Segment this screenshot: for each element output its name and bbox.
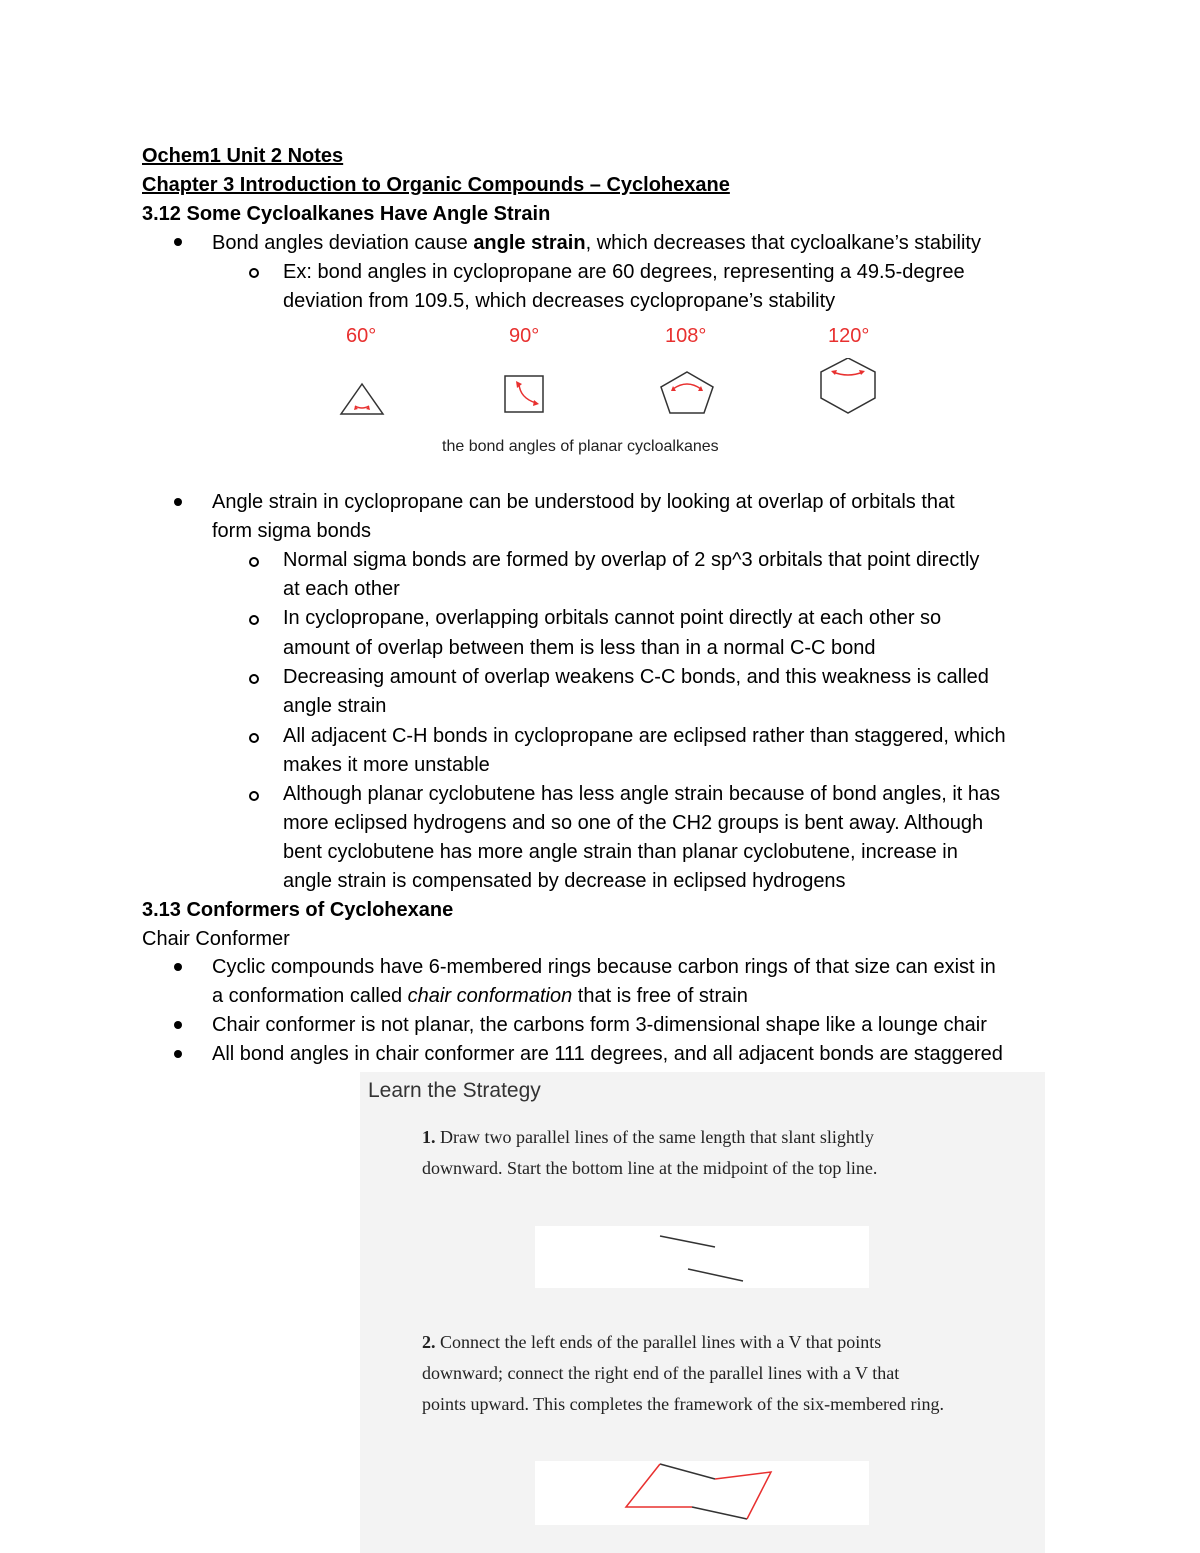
right-v-line (715, 1472, 771, 1519)
strategy-title: Learn the Strategy (368, 1079, 541, 1102)
sub-bullet-icon (249, 557, 259, 567)
angle-label-90: 90° (509, 325, 540, 347)
sub-bullet-line: more eclipsed hydrogens and so one of the CH2 groups is bent away. Although (283, 812, 984, 834)
bullet-icon (174, 963, 182, 971)
step-2-text-cont: downward; connect the right end of the parallel lines with a V that (422, 1363, 900, 1383)
bullet-angle-strain: Bond angles deviation cause angle strain, which decreases that cycloalkane’s stability (212, 232, 981, 254)
chapter-title: Chapter 3 Introduction to Organic Compounds – Cyclohexane (142, 174, 730, 196)
bullet-111-degrees: All bond angles in chair conformer are 111 degrees, and all adjacent bonds are staggered (212, 1043, 1003, 1065)
chair-framework-figure (535, 1461, 869, 1525)
step-1-text: 1. Draw two parallel lines of the same length that slant slightly (422, 1127, 874, 1147)
triangle-shape (341, 384, 383, 414)
sub-bullet-line: angle strain (283, 695, 387, 717)
sub-bullet-icon (249, 791, 259, 801)
sub-bullet-icon (249, 615, 259, 625)
bullet-icon (174, 498, 182, 506)
bullet-not-planar: Chair conformer is not planar, the carbons form 3-dimensional shape like a lounge chair (212, 1014, 987, 1036)
sub-bullet-icon (249, 733, 259, 743)
sub-bullet-line: Ex: bond angles in cyclopropane are 60 degrees, representing a 49.5-degree (283, 261, 965, 283)
bottom-parallel-line (688, 1269, 743, 1281)
parallel-lines-figure (535, 1226, 869, 1288)
bullet-orbital-overlap: Angle strain in cyclopropane can be understood by looking at overlap of orbitals that (212, 491, 955, 513)
sub-bullet-line: In cyclopropane, overlapping orbitals cannot point directly at each other so (283, 607, 942, 629)
bullet-six-membered: Cyclic compounds have 6-membered rings because carbon rings of that size can exist in (212, 956, 996, 978)
bullet-icon (174, 238, 182, 246)
page-title: Ochem1 Unit 2 Notes (142, 145, 344, 167)
bullet-icon (174, 1050, 182, 1058)
sub-bullet-line: Normal sigma bonds are formed by overlap of 2 sp^3 orbitals that point directly (283, 549, 980, 571)
step-2-text: 2. Connect the left ends of the parallel lines with a V that points (422, 1332, 882, 1352)
subheading-chair-conformer: Chair Conformer (142, 928, 290, 950)
bullet-six-membered-cont: a conformation called chair conformation that is free of strain (212, 985, 748, 1007)
sub-bullet-line: Although planar cyclobutene has less angle strain because of bond angles, it has (283, 783, 1001, 805)
sub-bullet-line: makes it more unstable (283, 754, 490, 776)
hexagon-shape (821, 358, 875, 413)
angle-label-108: 108° (665, 325, 707, 347)
sub-bullet-line: at each other (283, 578, 400, 600)
sub-bullet-icon (249, 674, 259, 684)
sub-bullet-icon (249, 268, 259, 278)
step-1-text-cont: downward. Start the bottom line at the midpoint of the top line. (422, 1158, 878, 1178)
step-2-text-cont: points upward. This completes the framework of the six-membered ring. (422, 1394, 945, 1414)
sub-bullet-line: deviation from 109.5, which decreases cyclopropane’s stability (283, 290, 836, 312)
angle-label-120: 120° (828, 325, 870, 347)
angle-label-60: 60° (346, 325, 377, 347)
figure-caption: the bond angles of planar cycloalkanes (442, 438, 719, 455)
sub-bullet-line: bent cyclobutene has more angle strain than planar cyclobutene, increase in (283, 841, 958, 863)
sub-bullet-line: angle strain is compensated by decrease in eclipsed hydrogens (283, 870, 846, 892)
sub-bullet-line: All adjacent C-H bonds in cyclopropane are eclipsed rather than staggered, which (283, 725, 1006, 747)
sub-bullet-line: Decreasing amount of overlap weakens C-C bonds, and this weakness is called (283, 666, 989, 688)
sub-bullet-line: amount of overlap between them is less than in a normal C-C bond (283, 637, 876, 659)
section-312-heading: 3.12 Some Cycloalkanes Have Angle Strain (142, 203, 551, 225)
square-shape (505, 376, 543, 412)
bullet-icon (174, 1021, 182, 1029)
pentagon-shape (661, 372, 713, 413)
top-parallel-line (660, 1236, 715, 1247)
section-313-heading: 3.13 Conformers of Cyclohexane (142, 899, 454, 921)
bond-angle-figure (330, 358, 900, 438)
bullet-orbital-overlap-cont: form sigma bonds (212, 520, 371, 542)
